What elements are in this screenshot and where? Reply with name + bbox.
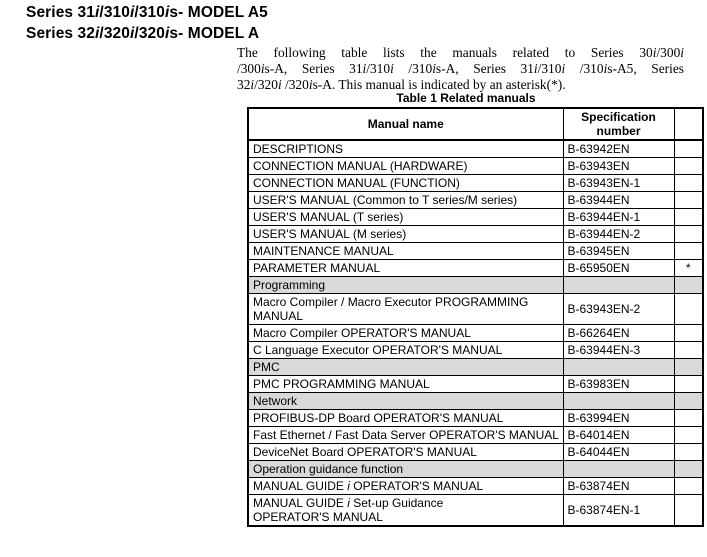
specification-number-cell bbox=[563, 277, 674, 294]
asterisk-mark-cell: * bbox=[674, 260, 703, 277]
manual-name-cell: Macro Compiler OPERATOR'S MANUAL bbox=[248, 325, 563, 342]
column-header-mark bbox=[674, 108, 703, 140]
section-row bbox=[248, 277, 703, 294]
specification-number-cell: B-63942EN bbox=[563, 140, 674, 158]
section-row bbox=[248, 461, 703, 478]
table-row bbox=[248, 427, 703, 444]
manual-name-cell: Fast Ethernet / Fast Data Server OPERATOR'S MANUAL bbox=[248, 427, 563, 444]
specification-number-cell: B-63943EN bbox=[563, 158, 674, 175]
table-row bbox=[248, 495, 703, 527]
manual-name-cell: MANUAL GUIDE i OPERATOR'S MANUAL bbox=[248, 478, 563, 495]
asterisk-mark-cell bbox=[674, 376, 703, 393]
asterisk-mark-cell bbox=[674, 175, 703, 192]
asterisk-mark-cell bbox=[674, 209, 703, 226]
table-row bbox=[248, 376, 703, 393]
section-title-cell: Operation guidance function bbox=[248, 461, 563, 478]
manual-name-cell: DeviceNet Board OPERATOR'S MANUAL bbox=[248, 444, 563, 461]
asterisk-mark-cell bbox=[674, 294, 703, 325]
manual-name-cell: MAINTENANCE MANUAL bbox=[248, 243, 563, 260]
table-row bbox=[248, 209, 703, 226]
manuals-table-body bbox=[248, 140, 703, 526]
manual-name-cell: PARAMETER MANUAL bbox=[248, 260, 563, 277]
intro-line: The following table lists the manuals related to Series 30i/300i bbox=[237, 45, 684, 60]
asterisk-mark-cell bbox=[674, 243, 703, 260]
specification-number-cell: B-63944EN-3 bbox=[563, 342, 674, 359]
asterisk-mark-cell bbox=[674, 461, 703, 478]
manual-name-cell: MANUAL GUIDE i Set-up Guidance OPERATOR'S MANUAL bbox=[248, 495, 563, 527]
table-row bbox=[248, 140, 703, 158]
specification-number-cell bbox=[563, 461, 674, 478]
manual-name-cell: PROFIBUS-DP Board OPERATOR'S MANUAL bbox=[248, 410, 563, 427]
specification-number-cell: B-63874EN bbox=[563, 478, 674, 495]
specification-number-cell bbox=[563, 359, 674, 376]
asterisk-mark-cell bbox=[674, 427, 703, 444]
intro-line: /300is-A, Series 31i/310i /310is-A, Series 31i/310i /310is-A5, Series bbox=[237, 60, 684, 76]
specification-number-cell bbox=[563, 393, 674, 410]
table-row bbox=[248, 342, 703, 359]
asterisk-mark-cell bbox=[674, 342, 703, 359]
manual-name-cell: CONNECTION MANUAL (HARDWARE) bbox=[248, 158, 563, 175]
table-caption-text: Table 1 Related manuals bbox=[396, 91, 536, 105]
asterisk-mark-cell bbox=[674, 410, 703, 427]
asterisk-mark-cell bbox=[674, 359, 703, 376]
table-row bbox=[248, 192, 703, 209]
asterisk-mark-cell bbox=[674, 226, 703, 243]
specification-number-cell: B-63944EN-1 bbox=[563, 209, 674, 226]
asterisk-mark-cell bbox=[674, 495, 703, 527]
specification-number-cell: B-63945EN bbox=[563, 243, 674, 260]
manual-name-cell: USER'S MANUAL (Common to T series/M series) bbox=[248, 192, 563, 209]
table-row bbox=[248, 325, 703, 342]
asterisk-mark-cell bbox=[674, 325, 703, 342]
table-row bbox=[248, 243, 703, 260]
intro-line: 32i/320i /320is-A. This manual is indicated by an asterisk(*). bbox=[237, 76, 566, 92]
page-title-line-1: Series 31i/310i/310is- MODEL A5 bbox=[26, 4, 268, 21]
section-title-cell: Programming bbox=[248, 277, 563, 294]
related-manuals-table bbox=[247, 107, 704, 527]
section-row bbox=[248, 393, 703, 410]
section-title-cell: PMC bbox=[248, 359, 563, 376]
specification-number-cell: B-63943EN-2 bbox=[563, 294, 674, 325]
asterisk-mark-cell bbox=[674, 478, 703, 495]
page-title-line-2: Series 32i/320i/320is- MODEL A bbox=[26, 25, 260, 42]
table-row bbox=[248, 478, 703, 495]
column-header-specification-number: Specification number bbox=[563, 108, 674, 140]
specification-number-cell: B-64044EN bbox=[563, 444, 674, 461]
asterisk-mark-cell bbox=[674, 158, 703, 175]
specification-number-cell: B-63994EN bbox=[563, 410, 674, 427]
manual-name-cell: DESCRIPTIONS bbox=[248, 140, 563, 158]
section-title-cell: Network bbox=[248, 393, 563, 410]
manual-name-cell: USER'S MANUAL (M series) bbox=[248, 226, 563, 243]
asterisk-mark-cell bbox=[674, 393, 703, 410]
specification-number-cell: B-63874EN-1 bbox=[563, 495, 674, 527]
table-row bbox=[248, 410, 703, 427]
specification-number-cell: B-65950EN bbox=[563, 260, 674, 277]
intro-paragraph bbox=[237, 45, 684, 92]
manual-name-cell: USER'S MANUAL (T series) bbox=[248, 209, 563, 226]
specification-number-cell: B-66264EN bbox=[563, 325, 674, 342]
manual-name-cell: PMC PROGRAMMING MANUAL bbox=[248, 376, 563, 393]
specification-number-cell: B-63983EN bbox=[563, 376, 674, 393]
table-header-row bbox=[248, 108, 703, 140]
table-row bbox=[248, 158, 703, 175]
specification-number-cell: B-63944EN bbox=[563, 192, 674, 209]
specification-number-cell: B-63944EN-2 bbox=[563, 226, 674, 243]
table-row bbox=[248, 175, 703, 192]
table-row bbox=[248, 294, 703, 325]
asterisk-mark-cell bbox=[674, 277, 703, 294]
manual-name-cell: Macro Compiler / Macro Executor PROGRAMMING MANUAL bbox=[248, 294, 563, 325]
table-row bbox=[248, 226, 703, 243]
column-header-manual-name: Manual name bbox=[248, 108, 563, 140]
page-title-block bbox=[26, 2, 268, 44]
specification-number-cell: B-64014EN bbox=[563, 427, 674, 444]
table-caption bbox=[248, 91, 702, 105]
manual-name-cell: C Language Executor OPERATOR'S MANUAL bbox=[248, 342, 563, 359]
asterisk-mark-cell bbox=[674, 140, 703, 158]
manual-name-cell: CONNECTION MANUAL (FUNCTION) bbox=[248, 175, 563, 192]
asterisk-mark-cell bbox=[674, 444, 703, 461]
asterisk-mark-cell bbox=[674, 192, 703, 209]
specification-number-cell: B-63943EN-1 bbox=[563, 175, 674, 192]
table-row bbox=[248, 260, 703, 277]
table-row bbox=[248, 444, 703, 461]
section-row bbox=[248, 359, 703, 376]
